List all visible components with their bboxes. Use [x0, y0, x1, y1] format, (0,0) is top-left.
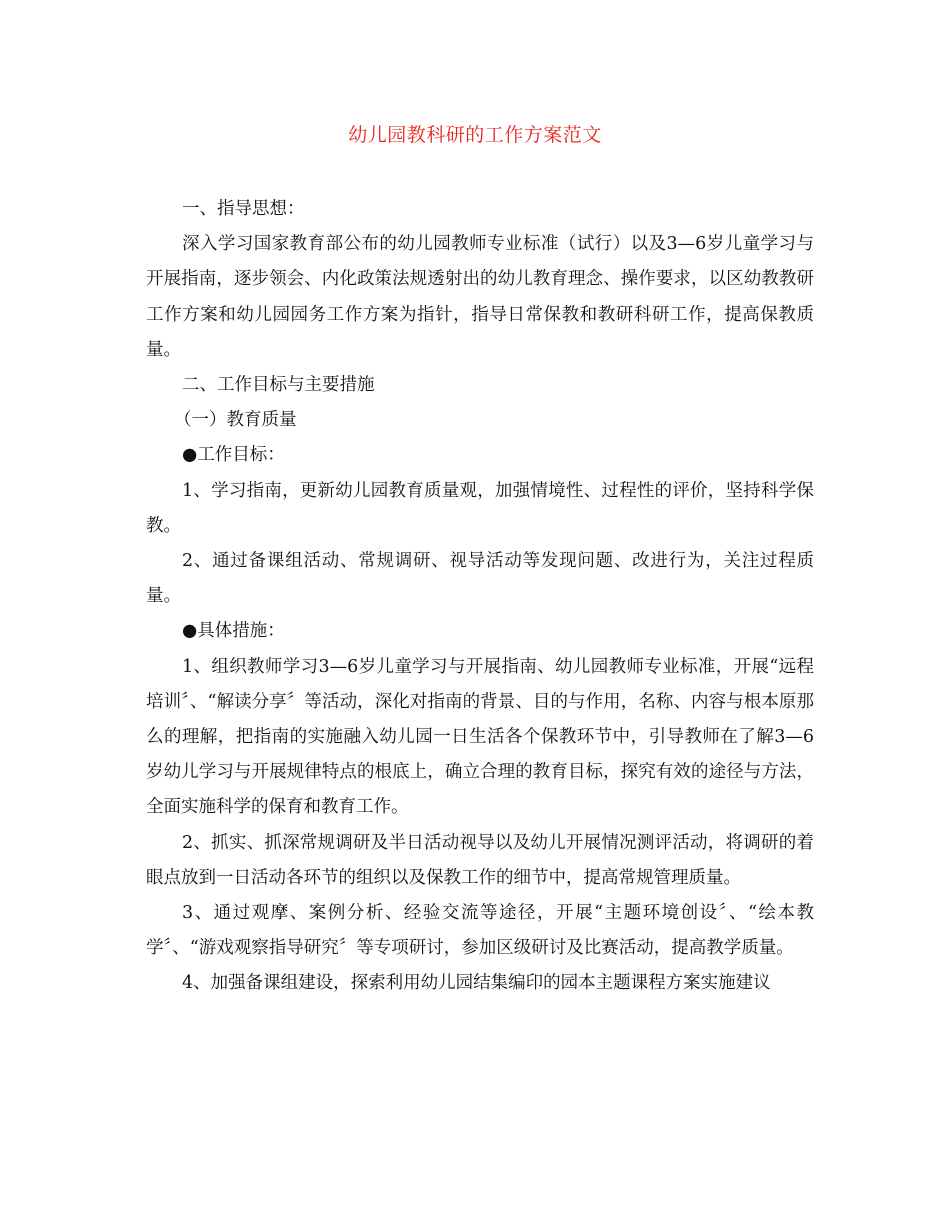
paragraph-goal-2: 2、通过备课组活动、常规调研、视导活动等发现问题、改进行为，关注过程质量。: [146, 551, 814, 607]
section-heading-guiding-thought: 一、指导思想：: [182, 199, 305, 219]
paragraph-measure-4: 4、加强备课组建设，探索利用幼儿园结集编印的园本主题课程方案实施建议: [182, 973, 771, 994]
paragraph-measure-2: 2、抓实、抓深常规调研及半日活动视导以及幼儿开展情况测评活动，将调研的着眼点放到一日活动各环节的组织以及保教工作的细节中，提高常规管理质量。: [146, 832, 814, 888]
paragraph-goal-1: 1、学习指南，更新幼儿园教育质量观，加强情境性、过程性的评价，坚持科学保教。: [146, 480, 814, 536]
document-title: 幼儿园教科研的工作方案范文: [348, 124, 602, 146]
subsection-heading-education-quality: （一）教育质量: [174, 410, 297, 431]
paragraph-guiding-thought: 深入学习国家教育部公布的幼儿园教师专业标准（试行）以及3—6岁儿童学习与开展指南，逐步领会、内化政策法规透射出的幼儿教育理念、操作要求，以区幼教教研工作方案和幼儿园园务工作方案为指针，指导日常保教和教研科研工作，提高保教质量。: [146, 234, 814, 360]
paragraph-measure-3: 3、通过观摩、案例分析、经验交流等途径，开展“主题环境创设〞、“绘本教学〞、“游戏观察指导研究〞等专项研讨，参加区级研讨及比赛活动，提高教学质量。: [146, 903, 814, 959]
paragraph-measure-1: 1、组织教师学习3—6岁儿童学习与开展指南、幼儿园教师专业标准，开展“远程培训〞、“解读分享〞等活动，深化对指南的背景、目的与作用，名称、内容与根本原那么的理解，把指南的实施融入幼儿园一日生活各个保教环节中，引导教师在了解3—6岁幼儿学习与开展规律特点的根底上，确立合理的教育目标，探究有效的途径与方法，全面实施科学的保育和教育工作。: [146, 656, 814, 818]
document-body: [146, 192, 814, 1002]
bullet-heading-specific-measures: ●具体措施：: [182, 621, 285, 642]
section-heading-goals-measures: 二、工作目标与主要措施: [182, 375, 375, 396]
bullet-heading-work-goals: ●工作目标：: [182, 445, 285, 466]
